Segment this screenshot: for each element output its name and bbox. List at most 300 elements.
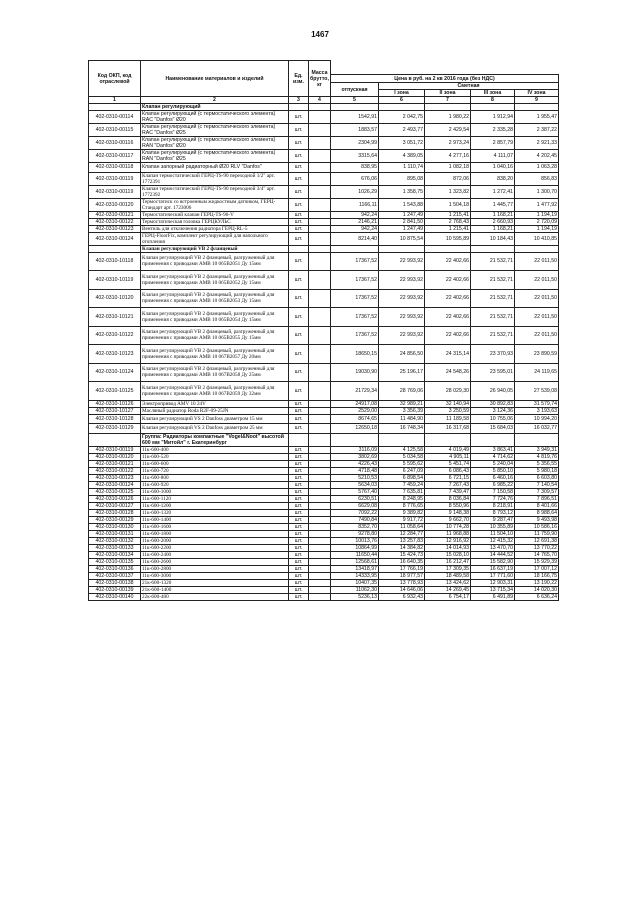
item-name: Клапан регулирующий (с термостатического элемента) RAN "Danfos" Ø25 [141,150,289,163]
header-release: отпускная [331,83,379,97]
item-unit: шт. [289,382,309,401]
price-zone3: 23 595,01 [471,363,515,382]
price-zone3: 13 470,70 [471,544,515,551]
price-zone3: 17 771,60 [471,572,515,579]
price-zone4: 15 929,39 [515,558,559,565]
item-code: 402-0310-00128 [89,509,141,516]
price-release: 10864,99 [331,544,379,551]
price-zone4: 3 193,63 [515,407,559,414]
table-row [89,460,559,467]
price-release: 19030,90 [331,363,379,382]
table-row [89,150,559,163]
price-release: 9278,80 [331,530,379,537]
price-zone2: 9 662,70 [425,516,471,523]
price-release: 676,06 [331,172,379,185]
price-zone1: 1 247,49 [379,211,425,218]
price-zone4: 1 300,70 [515,185,559,198]
item-mass [309,433,331,446]
price-release: 17367,52 [331,308,379,327]
item-name: Клапан регулирующий [141,104,289,111]
item-mass [309,565,331,572]
price-zone2: 6 086,43 [425,467,471,474]
price-zone3: 6 491,89 [471,593,515,600]
item-name: Клапан регулирующий VS 2 Danfoss диаметром 15 мм [141,414,289,424]
item-code: 402-0310-00119 [89,446,141,453]
price-zone4: 10 586,16 [515,523,559,530]
item-mass [309,150,331,163]
item-name: Термостатический клапан ГЕРЦ-TS-90-V [141,211,289,218]
item-code: 402-0310-10118 [89,252,141,271]
item-mass [309,104,331,111]
item-unit: шт. [289,198,309,211]
price-table [88,60,559,601]
price-zone3: 1 445,77 [471,198,515,211]
price-zone2: 1 323,82 [425,185,471,198]
item-name: Термостатическая головка ГЕРЦКУЛЬС [141,218,289,225]
header-name: Наименование материалов и изделий [141,61,289,97]
item-name: 11к-600-1000 [141,488,289,495]
item-unit: шт. [289,523,309,530]
item-name: 11к-600-600 [141,460,289,467]
item-code: 402-0310-00123 [89,474,141,481]
price-zone3: 21 532,71 [471,308,515,327]
price-zone3 [471,433,515,446]
price-zone1: 14 646,06 [379,586,425,593]
price-release: 3315,64 [331,150,379,163]
price-zone3: 7 150,58 [471,488,515,495]
price-zone1: 6 932,43 [379,593,425,600]
item-mass [309,579,331,586]
item-code [89,104,141,111]
price-zone4: 2 720,09 [515,218,559,225]
price-zone4: 7 140,54 [515,481,559,488]
price-release: 7490,84 [331,516,379,523]
item-unit: шт. [289,111,309,124]
price-zone2: 1 215,41 [425,211,471,218]
item-unit: шт. [289,495,309,502]
price-zone1: 1 247,49 [379,225,425,232]
item-unit: шт. [289,252,309,271]
price-release: 4718,48 [331,467,379,474]
table-row [89,211,559,218]
price-zone4: 1 955,47 [515,111,559,124]
table-row [89,289,559,308]
price-zone3: 11 504,10 [471,530,515,537]
price-zone4: 1 477,92 [515,198,559,211]
item-name: Клапан запорный радиаторный Ø20 RLV "Danfos" [141,163,289,173]
price-zone4: 14 765,70 [515,551,559,558]
price-zone1: 895,08 [379,172,425,185]
price-zone3: 6 460,16 [471,474,515,481]
price-zone3: 7 724,76 [471,495,515,502]
price-release [331,245,379,252]
table-row [89,252,559,271]
price-zone3: 2 857,79 [471,137,515,150]
item-code: 402-0310-00120 [89,198,141,211]
price-zone4 [515,433,559,446]
item-unit: шт. [289,150,309,163]
page-number: 1467 [311,30,329,39]
table-row [89,516,559,523]
price-zone1: 18 977,57 [379,572,425,579]
table-row [89,446,559,453]
table-row [89,593,559,600]
price-zone4: 7 896,51 [515,495,559,502]
price-release: 17367,52 [331,326,379,345]
item-code: 402-0310-00120 [89,453,141,460]
item-mass [309,172,331,185]
table-row [89,586,559,593]
item-mass [309,225,331,232]
item-unit [289,104,309,111]
price-zone4: 1 194,19 [515,225,559,232]
table-row [89,424,559,434]
table-row [89,218,559,225]
header-zone1: I зона [379,90,425,97]
item-unit: шт. [289,326,309,345]
item-name: 11к-600-2200 [141,544,289,551]
price-zone3: 16 637,19 [471,565,515,572]
price-zone1: 11 058,64 [379,523,425,530]
item-unit: шт. [289,558,309,565]
price-zone2: 14 014,93 [425,544,471,551]
price-release: 11650,44 [331,551,379,558]
price-zone2: 5 451,74 [425,460,471,467]
item-name: Клапан регулирующий VB 2 фланцевый, разгруженный для применения с приводами AMB 10 067B2057 Ду 20мм [141,345,289,364]
price-zone3: 1 272,41 [471,185,515,198]
price-release: 17367,52 [331,289,379,308]
col-number: 5 [331,97,379,104]
price-zone2: 2 429,54 [425,124,471,137]
header-zone2: II зона [425,90,471,97]
item-unit: шт. [289,453,309,460]
price-zone3: 15 684,03 [471,424,515,434]
col-number: 8 [471,97,515,104]
price-zone1: 15 424,73 [379,551,425,558]
price-zone4: 8 988,64 [515,509,559,516]
item-code: 402-0310-00139 [89,586,141,593]
price-zone1: 6 898,54 [379,474,425,481]
price-release: 8674,65 [331,414,379,424]
price-zone2: 11 189,58 [425,414,471,424]
item-name: Клапан термостатический ГЕРЦ-TS-90 переходной 3/4" арт. 1772392 [141,185,289,198]
item-unit: шт. [289,424,309,434]
item-code: 402-0310-10129 [89,424,141,434]
price-zone1: 2 042,75 [379,111,425,124]
price-release: 5634,03 [331,481,379,488]
item-unit: шт. [289,446,309,453]
price-zone3: 5 240,04 [471,460,515,467]
price-zone4: 18 166,75 [515,572,559,579]
item-code: 402-0310-10123 [89,345,141,364]
price-release: 5767,40 [331,488,379,495]
price-zone3: 3 124,36 [471,407,515,414]
price-zone3: 10 184,43 [471,232,515,245]
price-zone4: 10 994,20 [515,414,559,424]
price-release: 14333,95 [331,572,379,579]
table-row [89,474,559,481]
col-number: 3 [289,97,309,104]
price-release: 17367,52 [331,271,379,290]
price-zone4: 2 921,33 [515,137,559,150]
price-zone1: 3 356,39 [379,407,425,414]
item-code: 402-0310-00126 [89,495,141,502]
column-numbers [89,97,559,104]
item-name: 11к-600-1400 [141,516,289,523]
item-mass [309,232,331,245]
item-name: 11к-600-1600 [141,523,289,530]
price-release [331,104,379,111]
item-unit: шт. [289,474,309,481]
table-row [89,345,559,364]
item-unit: шт. [289,185,309,198]
item-code: 402-0310-00114 [89,111,141,124]
table-row [89,488,559,495]
table-row [89,530,559,537]
table-row [89,308,559,327]
price-zone2: 15 028,10 [425,551,471,558]
price-zone1 [379,104,425,111]
price-zone3: 21 532,71 [471,326,515,345]
price-zone1: 16 748,34 [379,424,425,434]
price-zone2: 24 315,14 [425,345,471,364]
item-mass [309,382,331,401]
price-zone4: 1 063,28 [515,163,559,173]
price-zone2 [425,245,471,252]
item-mass [309,446,331,453]
price-zone2: 10 774,28 [425,523,471,530]
price-zone2: 1 082,18 [425,163,471,173]
price-release: 5210,53 [331,474,379,481]
price-zone3: 13 715,34 [471,586,515,593]
item-unit [289,245,309,252]
price-zone4: 23 890,59 [515,345,559,364]
item-name: 11к-600-720 [141,467,289,474]
price-zone4: 856,83 [515,172,559,185]
item-name: Клапан регулирующий VB 2 фланцевый, разгруженный для применения с приводами AMB 10 065B2055 Ду 15мм [141,326,289,345]
price-zone4: 24 119,65 [515,363,559,382]
price-zone1: 22 993,92 [379,308,425,327]
item-mass [309,414,331,424]
item-unit: шт. [289,488,309,495]
price-zone2: 22 402,66 [425,271,471,290]
price-zone1 [379,433,425,446]
price-zone4: 4 202,45 [515,150,559,163]
table-row [89,232,559,245]
table-row [89,382,559,401]
table-row [89,407,559,414]
price-zone1: 32 989,21 [379,400,425,407]
item-code: 402-0310-10120 [89,289,141,308]
price-zone4: 16 032,77 [515,424,559,434]
item-name: 11к-600-2600 [141,558,289,565]
price-zone2: 8 550,96 [425,502,471,509]
price-zone1: 8 248,95 [379,495,425,502]
price-zone2: 10 595,89 [425,232,471,245]
item-name: Масляный радиатор Roda R2F-09-25JN [141,407,289,414]
table-row [89,453,559,460]
price-zone4: 22 011,50 [515,308,559,327]
header-zone3: III зона [471,90,515,97]
item-name: 11к-600-1200 [141,502,289,509]
price-zone4: 11 759,90 [515,530,559,537]
price-zone3: 10 355,89 [471,523,515,530]
price-zone1: 17 766,19 [379,565,425,572]
col-number: 7 [425,97,471,104]
item-mass [309,198,331,211]
table-row [89,565,559,572]
item-mass [309,326,331,345]
price-zone3: 8 793,12 [471,509,515,516]
table-row [89,481,559,488]
item-mass [309,252,331,271]
item-name: 11к-600-1120 [141,495,289,502]
item-unit: шт. [289,544,309,551]
price-zone1: 22 993,92 [379,289,425,308]
price-zone2: 13 424,62 [425,579,471,586]
price-zone4: 8 401,66 [515,502,559,509]
item-unit: шт. [289,579,309,586]
price-zone1: 13 778,93 [379,579,425,586]
item-mass [309,537,331,544]
price-zone4: 5 356,55 [515,460,559,467]
item-code: 402-0310-00125 [89,488,141,495]
group-row [89,433,559,446]
item-name: ГЕРЦ-FloorFix, комплект регулирующий для напольного отопления [141,232,289,245]
price-zone4: 27 539,08 [515,382,559,401]
item-code [89,245,141,252]
price-release: 13418,97 [331,565,379,572]
item-unit: шт. [289,225,309,232]
price-zone2: 14 269,45 [425,586,471,593]
item-name: 11к-600-920 [141,481,289,488]
price-zone1: 7 459,24 [379,481,425,488]
item-name: Клапан регулирующий VB 2 фланцевый, разгруженный для применения с приводами AMB 10 065B2051 Ду 15мм [141,252,289,271]
item-code [89,433,141,446]
table-row [89,137,559,150]
col-number: 2 [141,97,289,104]
price-zone1: 3 051,72 [379,137,425,150]
item-code: 402-0310-00116 [89,137,141,150]
price-release: 1883,57 [331,124,379,137]
item-code: 402-0310-00124 [89,481,141,488]
price-zone3: 8 218,91 [471,502,515,509]
price-zone3: 3 863,41 [471,446,515,453]
table-row [89,271,559,290]
item-name: Клапан регулирующий VB 2 фланцевый, разгруженный для применения с приводами AMB 10 065B2054 Ду 15мм [141,308,289,327]
price-zone3: 21 532,71 [471,289,515,308]
item-unit: шт. [289,467,309,474]
price-zone2: 9 148,38 [425,509,471,516]
price-zone1: 4 125,58 [379,446,425,453]
item-code: 402-0310-00121 [89,460,141,467]
table-row [89,124,559,137]
item-code: 402-0310-10119 [89,271,141,290]
price-zone4: 3 949,31 [515,446,559,453]
item-mass [309,544,331,551]
price-zone1: 13 257,83 [379,537,425,544]
item-unit [289,433,309,446]
header-mass: Масса брутто, кг [309,61,331,97]
price-zone1: 16 640,35 [379,558,425,565]
header-code: Код ОКП, код отраслевой [89,61,141,97]
item-mass [309,124,331,137]
item-code: 402-0310-00137 [89,572,141,579]
item-mass [309,467,331,474]
table-row [89,495,559,502]
item-code: 402-0310-00127 [89,502,141,509]
item-code: 402-0310-10124 [89,363,141,382]
price-zone4 [515,245,559,252]
table-row [89,163,559,173]
item-name: Клапан регулирующий VS 2 Danfoss диаметром 25 мм [141,424,289,434]
item-name: Электропривод AMV 10 24V [141,400,289,407]
price-zone2: 8 036,84 [425,495,471,502]
table-row [89,467,559,474]
price-zone1: 22 993,92 [379,271,425,290]
item-name: 11к-600-520 [141,453,289,460]
price-zone2: 7 267,43 [425,481,471,488]
price-zone2: 2 768,43 [425,218,471,225]
price-zone4: 9 493,98 [515,516,559,523]
price-zone2: 6 754,17 [425,593,471,600]
item-unit: шт. [289,572,309,579]
item-code: 402-0310-00132 [89,537,141,544]
item-unit: шт. [289,509,309,516]
price-zone2: 28 029,30 [425,382,471,401]
item-name: 11к-600-3000 [141,572,289,579]
price-zone4: 13 190,22 [515,579,559,586]
price-zone1: 4 389,05 [379,150,425,163]
price-zone3: 26 940,05 [471,382,515,401]
price-zone3: 15 582,90 [471,558,515,565]
table-row [89,111,559,124]
price-zone1: 5 034,58 [379,453,425,460]
price-zone2: 22 402,66 [425,289,471,308]
item-mass [309,407,331,414]
item-name: Клапан регулирующий VB 2 фланцевый, разгруженный для применения с приводами AMB 10 067B2059 Ду 32мм [141,382,289,401]
price-zone1: 7 635,81 [379,488,425,495]
item-name: 21к-600-1320 [141,579,289,586]
price-zone2: 11 968,88 [425,530,471,537]
price-release: 3116,09 [331,446,379,453]
price-release: 11062,30 [331,586,379,593]
item-code: 402-0310-10122 [89,326,141,345]
price-release: 4226,43 [331,460,379,467]
item-unit: шт. [289,137,309,150]
item-unit: шт. [289,414,309,424]
price-zone3: 5 850,10 [471,467,515,474]
price-zone2 [425,104,471,111]
item-mass [309,363,331,382]
item-unit: шт. [289,537,309,544]
price-zone2: 2 973,24 [425,137,471,150]
item-mass [309,488,331,495]
price-zone3 [471,104,515,111]
price-zone3: 10 755,06 [471,414,515,424]
item-unit: шт. [289,502,309,509]
item-mass [309,308,331,327]
table-row [89,551,559,558]
item-name: Вентиль для отключения радиатора ГЕРЦ-RL-5 [141,225,289,232]
price-release: 10407,35 [331,579,379,586]
price-release: 6230,51 [331,495,379,502]
price-release: 942,24 [331,211,379,218]
price-zone2: 16 317,68 [425,424,471,434]
item-mass [309,211,331,218]
price-zone2: 3 250,59 [425,407,471,414]
price-zone1: 1 358,75 [379,185,425,198]
